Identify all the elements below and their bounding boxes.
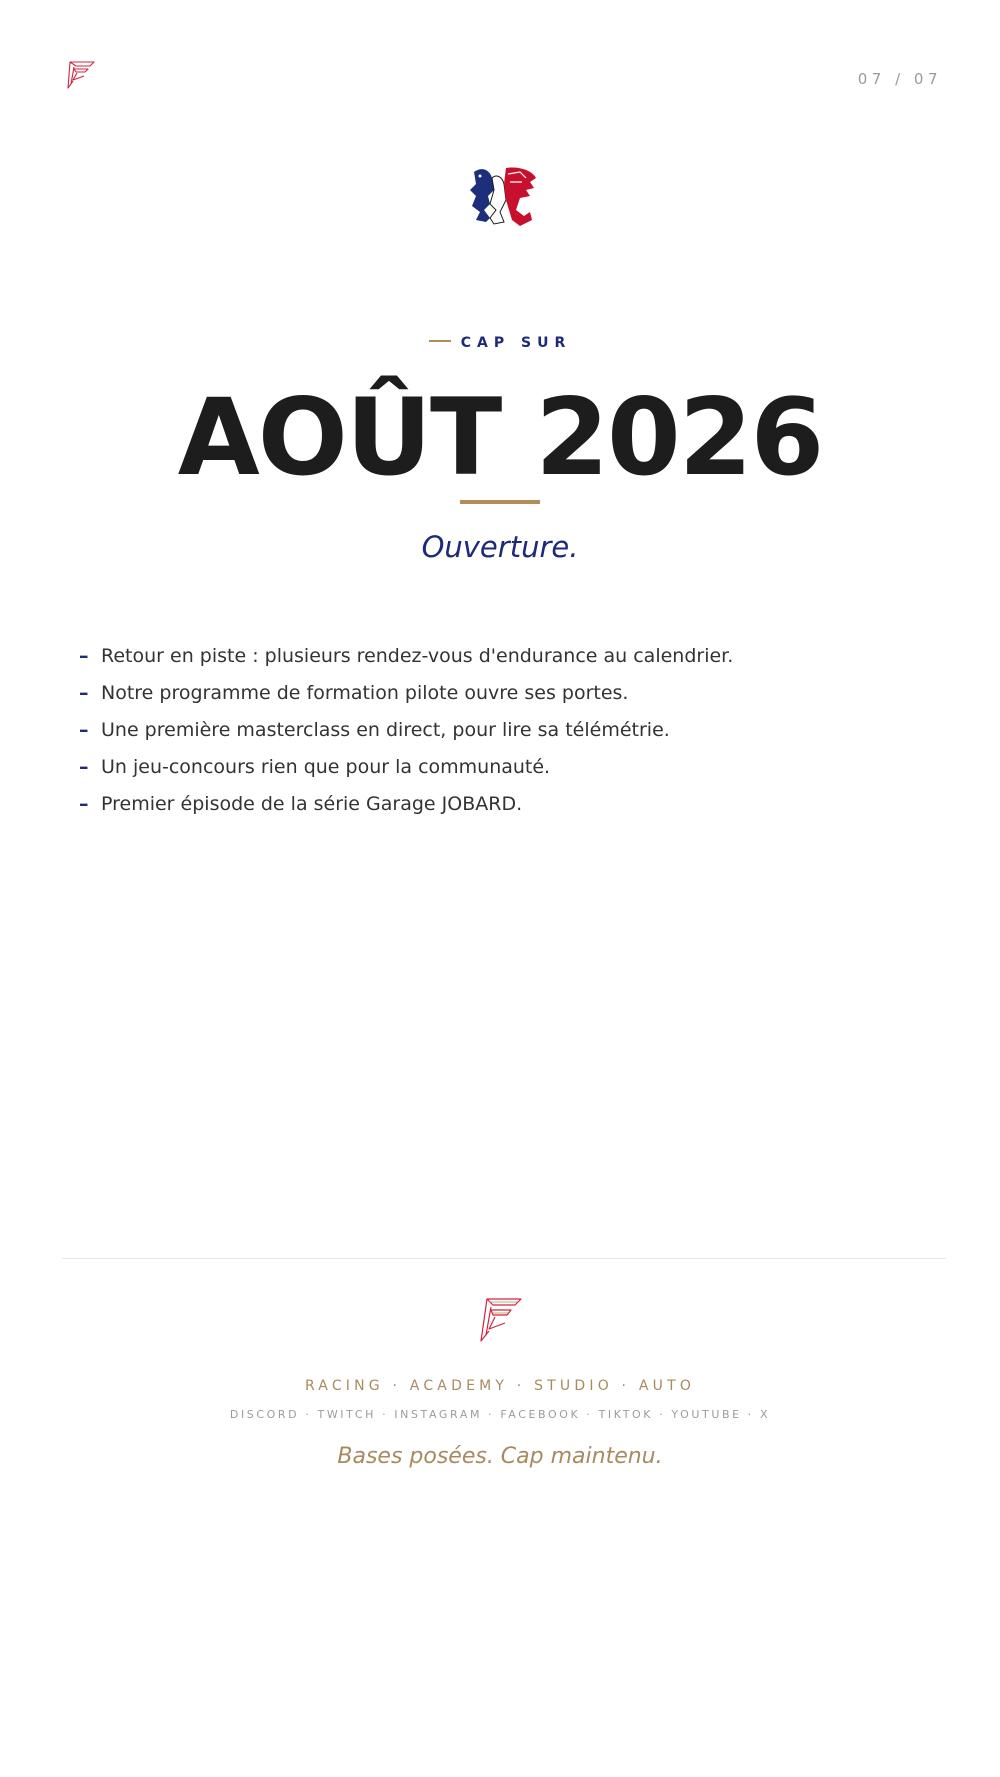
bullet-dash: – [79,645,89,667]
list-item [76,786,936,823]
kicker [0,335,1000,351]
brand-monogram-icon [64,58,98,92]
list-item-text: Une première masterclass en direct, pour lire sa télémétrie. [101,719,670,741]
bullet-list [76,638,936,823]
brand-monogram-icon [477,1295,525,1347]
bullet-dash: – [79,793,89,815]
footer-divider [62,1258,946,1259]
tagline: Bases posées. Cap maintenu. [337,1444,663,1469]
bullet-dash: – [79,682,89,704]
bullet-dash: – [79,719,89,741]
kicker-rule [429,340,451,342]
social-links: DISCORD · TWITCH · INSTAGRAM · FACEBOOK · TIKTOK · YOUTUBE · X [229,1408,771,1421]
kicker-text: CAP SUR [460,335,572,351]
list-item [76,638,936,675]
brand-pillars: RACING · ACADEMY · STUDIO · AUTO [304,1378,696,1394]
list-item-text: Retour en piste : plusieurs rendez-vous d'endurance au calendrier. [101,645,734,667]
page-title: AOÛT 2026 [177,376,823,499]
page-counter: 07 / 07 [857,70,942,88]
griffin-crest-icon [460,160,540,240]
list-item-text: Premier épisode de la série Garage JOBARD. [101,793,523,815]
title-underline [460,500,540,504]
list-item-text: Notre programme de formation pilote ouvre ses portes. [101,682,629,704]
list-item [76,749,936,786]
list-item-text: Un jeu-concours rien que pour la communauté. [101,756,551,778]
subtitle: Ouverture. [421,530,579,564]
list-item [76,712,936,749]
list-item [76,675,936,712]
bullet-dash: – [79,756,89,778]
